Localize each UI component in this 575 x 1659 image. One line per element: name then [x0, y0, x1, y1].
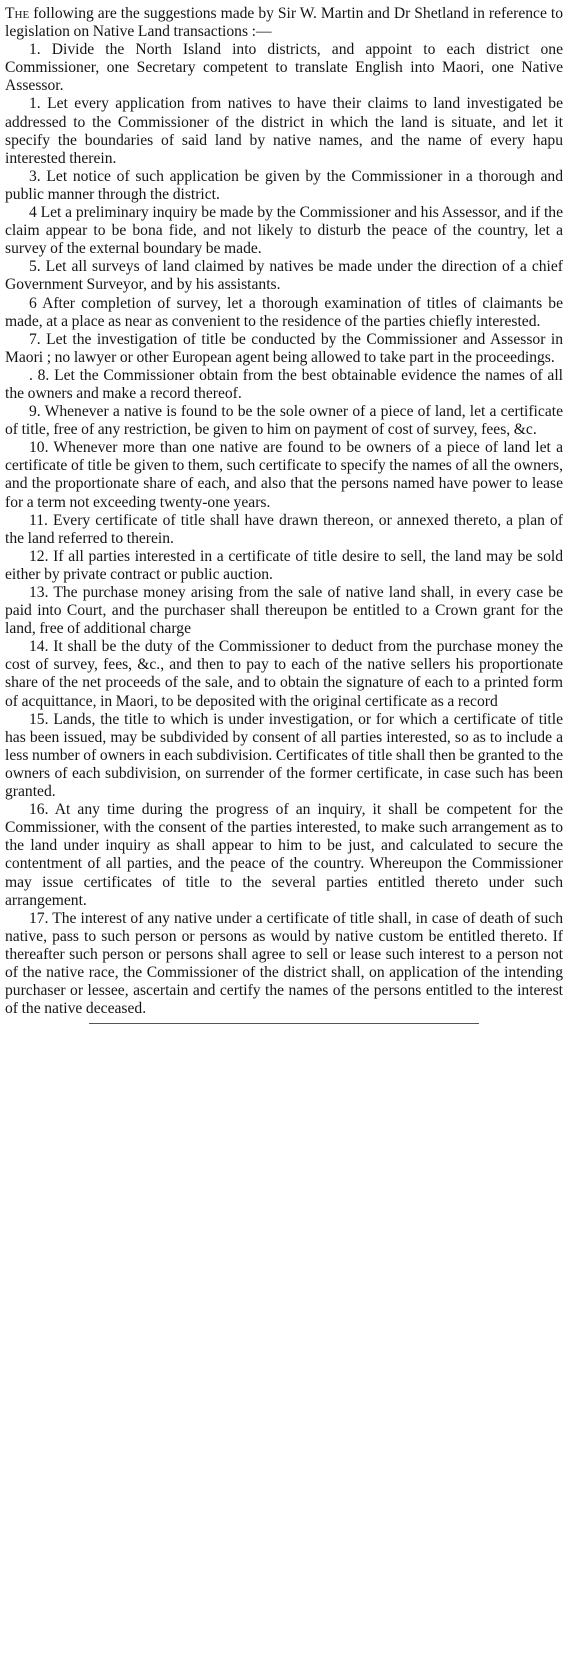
- paragraph-16: 16. At any time during the progress of an inquiry, it shall be competent for the Commissioner, with the consent of the parties interested, to make such arrangement as to the land under inquiry as shall appear to him to be just, and calculated to secure the contentment of all parties, and the peace of the country. Whereupon the Commissioner may issue certificates of title to the several parties entitled thereto under such arrangement.: [5, 801, 563, 909]
- intro-text: following are the suggestions made by Sir W. Martin and Dr Shetland in reference to legislation on Native Land transactions :—: [5, 5, 563, 41]
- intro-lead-word: The: [5, 5, 30, 22]
- section-divider: [89, 1023, 480, 1024]
- paragraph-9: 9. Whenever a native is found to be the sole owner of a piece of land, let a certificate of title, free of any restriction, be given to him on payment of cost of survey, fees, &c.: [5, 403, 563, 439]
- paragraph-6: 6 After completion of survey, let a thorough examination of titles of claimants be made, at a place as near as convenient to the residence of the parties chiefly interested.: [5, 294, 563, 330]
- paragraph-3: 3. Let notice of such application be given by the Commissioner in a thorough and public manner through the district.: [5, 167, 563, 203]
- paragraph-10: 10. Whenever more than one native are found to be owners of a piece of land let a certificate of title be given to them, such certificate to specify the names of all the owners, and the proportionate share of each, and also that the persons named have power to lease for a term not exceeding twenty-one years.: [5, 439, 563, 511]
- paragraph-5: 5. Let all surveys of land claimed by natives be made under the direction of a chief Government Surveyor, and by his assistants.: [5, 258, 563, 294]
- paragraph-2: 1. Let every application from natives to have their claims to land investigated be addressed to the Commissioner of the district in which the land is situate, and let it specify the boundaries of said land by native names, and the name of every hapu interested therein.: [5, 95, 563, 167]
- paragraph-17: 17. The interest of any native under a certificate of title shall, in case of death of such native, pass to such person or persons as would by native custom be entitled thereto. If thereafter such person or persons shall agree to sell or lease such interest to a person not of the native race, the Commissioner of the district shall, on application of the intending purchaser or lessee, ascertain and certify the names of the persons entitled to the interest of the native deceased.: [5, 909, 563, 1018]
- paragraph-11: 11. Every certificate of title shall have drawn thereon, or annexed thereto, a plan of the land referred to therein.: [5, 511, 563, 547]
- paragraph-12: 12. If all parties interested in a certificate of title desire to sell, the land may be sold either by private contract or public auction.: [5, 547, 563, 583]
- paragraph-4: 4 Let a preliminary inquiry be made by the Commissioner and his Assessor, and if the claim appear to be bona fide, and not likely to disturb the peace of the country, let a survey of the external boundary be made.: [5, 204, 563, 258]
- paragraph-15: 15. Lands, the title to which is under investigation, or for which a certificate of title has been issued, may be subdivided by consent of all parties interested, so as to include a less number of owners in each subdivision. Certificates of title shall then be granted to the owners of each subdivision, on surrender of the former certificate, in case such has been granted.: [5, 710, 563, 801]
- paragraph-8: . 8. Let the Commissioner obtain from the best obtainable evidence the names of all the owners and make a record thereof.: [5, 366, 563, 402]
- paragraph-7: 7. Let the investigation of title be conducted by the Commissioner and Assessor in Maori ; no lawyer or other European agent being allowed to take part in the proceedings.: [5, 330, 563, 366]
- paragraph-1: 1. Divide the North Island into districts, and appoint to each district one Commissioner, one Secretary competent to translate English into Maori, one Native Assessor.: [5, 41, 563, 95]
- paragraph-13: 13. The purchase money arising from the sale of native land shall, in every case be paid into Court, and the purchaser shall thereupon be entitled to a Crown grant for the land, free of additional charge: [5, 584, 563, 638]
- paragraph-14: 14. It shall be the duty of the Commissioner to deduct from the purchase money the cost of survey, fees, &c., and then to pay to each of the native sellers his proportionate share of the net proceeds of the sale, and to obtain the signature of each to a printed form of acquittance, in Maori, to be deposited with the original certificate as a record: [5, 638, 563, 710]
- intro-paragraph: [5, 5, 563, 41]
